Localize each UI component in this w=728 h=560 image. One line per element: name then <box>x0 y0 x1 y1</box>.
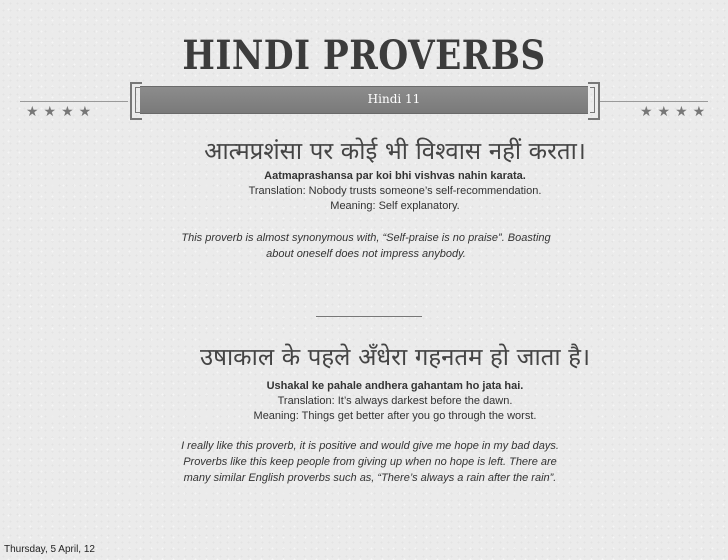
slide-title: HINDI PROVERBS <box>182 32 546 79</box>
subtitle-bar <box>140 86 588 114</box>
proverb-1-meaning: Meaning: Self explanatory. <box>330 200 460 212</box>
slide-subtitle: Hindi 11 <box>367 92 421 106</box>
proverb-2-comment-line: Proverbs like this keep people from giving up when no hope is left. There are <box>183 456 557 468</box>
proverb-2-meaning: Meaning: Things get better after you go through the worst. <box>253 410 537 422</box>
left-rule <box>20 101 128 102</box>
right-stars-ornament: ★★★★ <box>640 103 711 119</box>
right-rule <box>600 101 708 102</box>
proverb-2-comment-line: I really like this proverb, it is positive and would give me hope in my bad days. <box>181 440 559 452</box>
footer-date: Thursday, 5 April, 12 <box>4 544 95 555</box>
proverb-2-comment-line: many similar English proverbs such as, “There’s always a rain after the rain”. <box>183 472 557 484</box>
left-stars-ornament: ★★★★ <box>26 103 97 119</box>
proverb-2-translation: Translation: It’s always darkest before the dawn. <box>277 395 513 407</box>
proverb-1-hindi: आत्मप्रशंसा पर कोई भी विश्वास नहीं करता। <box>204 137 586 165</box>
section-divider <box>316 316 422 317</box>
right-bracket-ornament <box>588 82 600 120</box>
proverb-1-comment-line: This proverb is almost synonymous with, “Self-praise is no praise”. Boasting <box>181 232 551 244</box>
proverb-1-comment <box>146 230 586 262</box>
proverb-1-comment-line: about oneself does not impress anybody. <box>266 248 466 260</box>
proverb-1-translation: Translation: Nobody trusts someone’s self-recommendation. <box>248 185 542 197</box>
proverb-2-comment <box>146 438 594 486</box>
proverb-2-transliteration: Ushakal ke pahale andhera gahantam ho jata hai. <box>266 380 524 392</box>
proverb-1-transliteration: Aatmaprashansa par koi bhi vishvas nahin karata. <box>264 170 526 182</box>
proverb-2-hindi: उषाकाल के पहले अँधेरा गहनतम हो जाता है। <box>199 343 591 371</box>
